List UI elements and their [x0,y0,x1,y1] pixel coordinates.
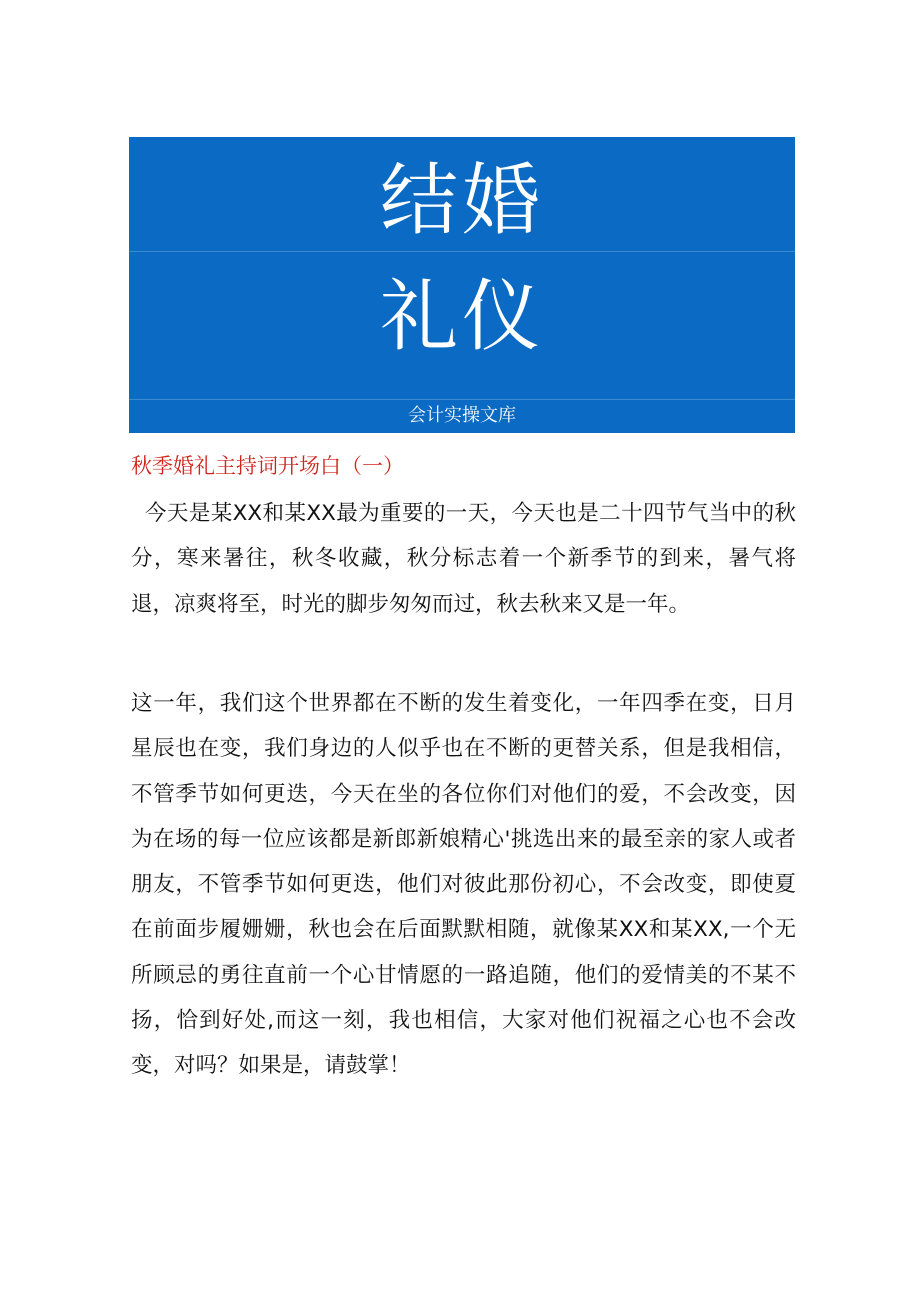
cover-divider-top [129,251,795,252]
cover-title-line-2: 礼仪 [379,272,544,362]
cover-banner [129,137,795,433]
cover-subtitle: 会计实操文库 [408,405,516,426]
paragraph-2: 这一年，我们这个世界都在不断的发生着变化，一年四季在变，日月星辰也在变，我们身边的人似乎也在不断的更替关系，但是我相信，不管季节如何更迭，今天在坐的各位你们对他们的爱，不会改变，因为在场的每一位应该都是新郎新娘精心'挑选出来的最至亲的家人或者朋友，不管季节如何更迭，他们对彼此那份初心，不会改变，即使夏在前面步履姗姗，秋也会在后面默默相随，就像某XX和某XX,一个无所顾忌的勇往直前一个心甘情愿的一路追随，他们的爱情美的不某不扬，恰到好处,而这一刻，我也相信，大家对他们祝福之心也不会改变，对吗？如果是，请鼓掌！ [131,691,796,1079]
paragraph-1: 今天是某XX和某XX最为重要的一天，今天也是二十四节气当中的秋分，寒来暑往，秋冬收藏，秋分标志着一个新季节的到来，暑气将退，凉爽将至，时光的脚步匆匆而过，秋去秋来又是一年。 [131,501,796,617]
cover-title-line-1: 结婚 [379,156,544,246]
section-title: 秋季婚礼主持词开场白（一） [131,454,404,478]
